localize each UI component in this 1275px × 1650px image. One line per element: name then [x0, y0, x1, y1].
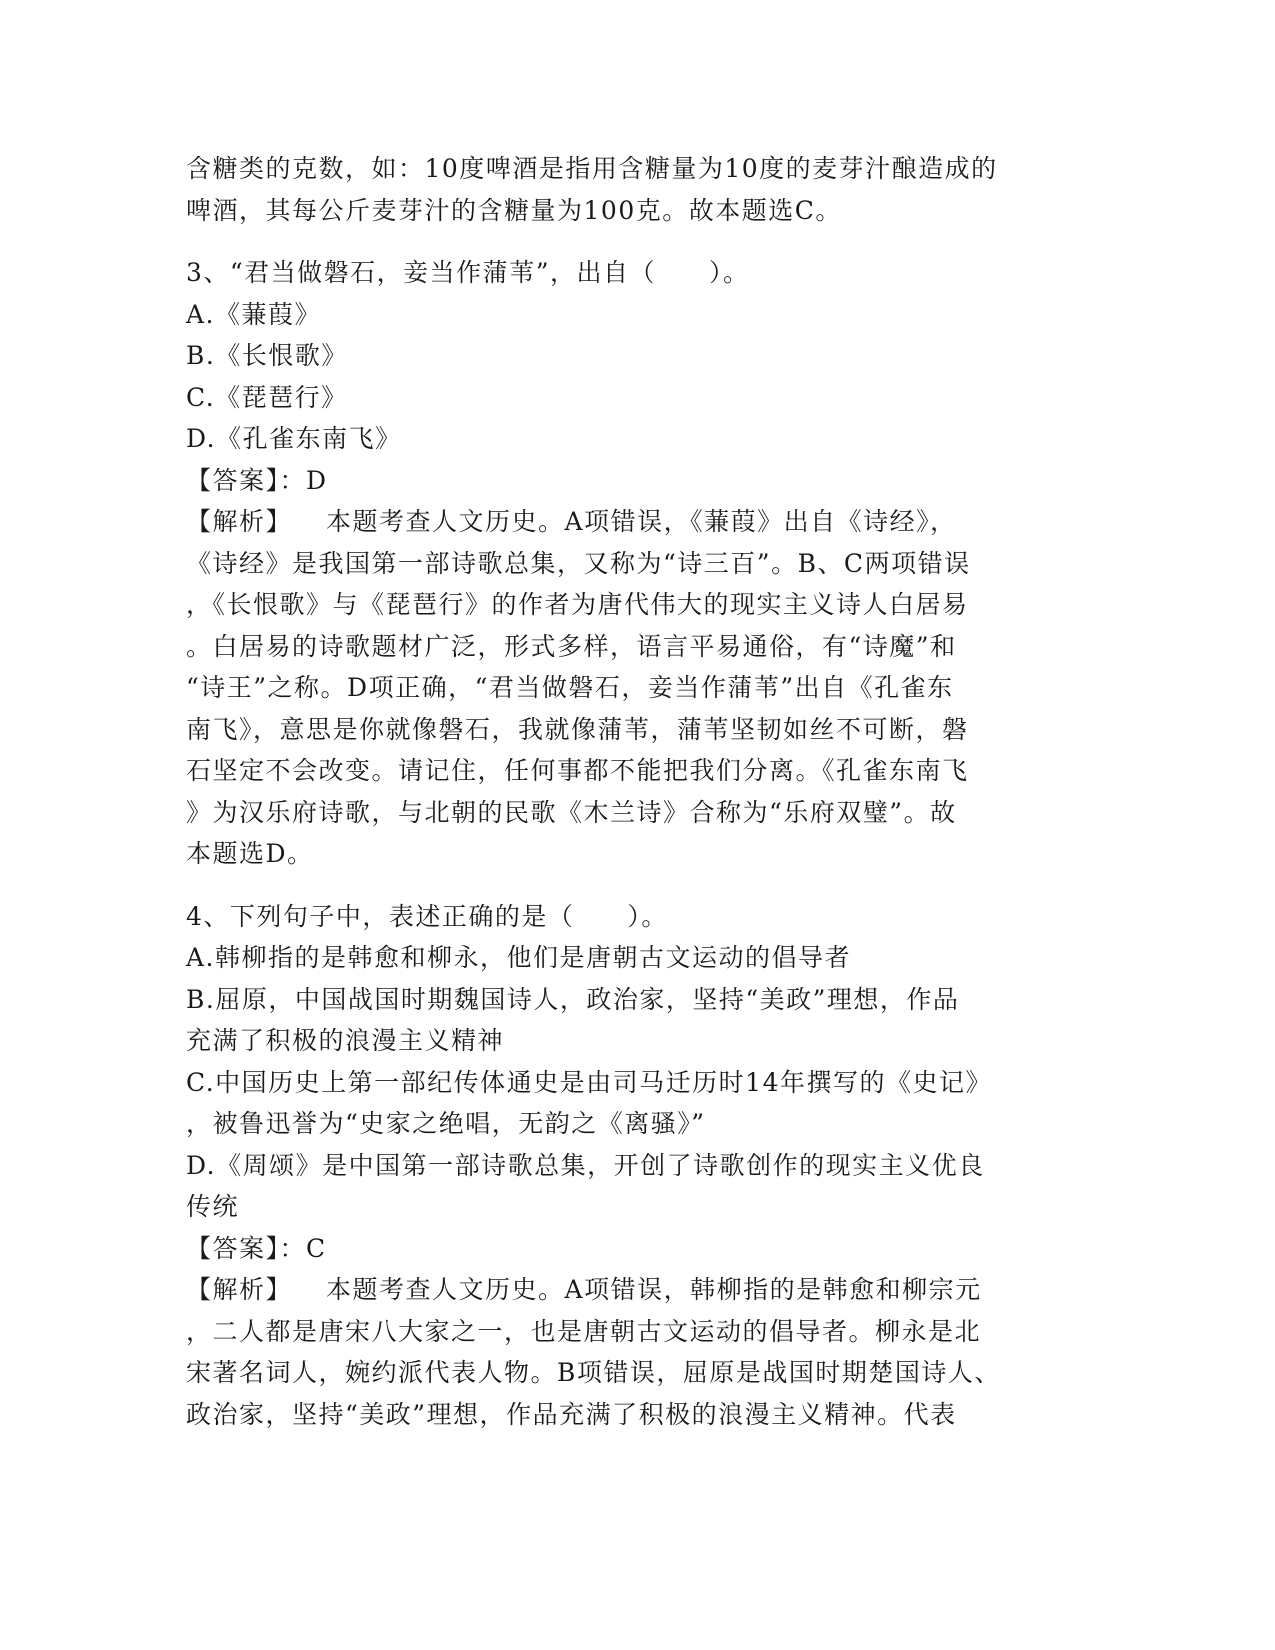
question-3-option-b: B.《长恨歌》	[186, 341, 348, 370]
analysis-line: ，《长恨歌》与《琵琶行》的作者为唐代伟大的现实主义诗人白居易	[186, 590, 969, 619]
paragraph-gap	[186, 231, 1091, 252]
analysis-text: 本题考查人文历史。A项错误，韩柳指的是韩愈和柳宗元	[326, 1275, 982, 1304]
question-4-answer: 【答案】：C	[186, 1233, 327, 1263]
question-3-analysis-first-line	[186, 501, 1091, 543]
analysis-line: 石坚定不会改变。请记住，任何事都不能把我们分离。《孔雀东南飞	[186, 756, 969, 785]
text-line: 含糖类的克数，如：10度啤酒是指用含糖量为10度的麦芽汁酿造成的	[186, 154, 998, 183]
analysis-line: 。白居易的诗歌题材广泛，形式多样，语言平易通俗，有“诗魔”和	[186, 631, 957, 661]
analysis-label: 【解析】	[186, 507, 293, 536]
question-4-option-d: D.《周颂》是中国第一部诗歌总集，开创了诗歌创作的现实主义优良	[186, 1150, 985, 1180]
previous-analysis-continuation	[186, 148, 1091, 231]
question-4-option-d-cont: 传统	[186, 1192, 240, 1221]
paragraph-gap	[186, 875, 1091, 896]
analysis-line: ，二人都是唐宋八大家之一，也是唐朝古文运动的倡导者。柳永是北	[186, 1316, 982, 1346]
question-3-stem: 3、“君当做磐石，妾当作蒲苇”，出自（ ）。	[186, 258, 750, 287]
analysis-line: “诗王”之称。D项正确，“君当做磐石，妾当作蒲苇”出自《孔雀东	[186, 673, 954, 702]
analysis-line: 本题选D。	[186, 839, 314, 868]
analysis-line: 南飞》，意思是你就像磐石，我就像蒲苇，蒲苇坚韧如丝不可断，磐	[186, 714, 969, 744]
analysis-label: 【解析】	[186, 1275, 293, 1304]
analysis-line: 政治家，坚持“美政”理想，作品充满了积极的浪漫主义精神。代表	[186, 1399, 957, 1429]
question-3-option-c: C.《琵琶行》	[186, 382, 348, 412]
question-4-option-c-cont: ，被鲁迅誉为“史家之绝唱，无韵之《离骚》”	[186, 1109, 706, 1138]
analysis-line: 》为汉乐府诗歌，与北朝的民歌《木兰诗》合称为“乐府双璧”。故	[186, 797, 957, 827]
question-4-analysis-first-line	[186, 1269, 1091, 1311]
question-4-stem: 4、下列句子中，表述正确的是（ ）。	[186, 901, 668, 931]
question-3-option-d: D.《孔雀东南飞》	[186, 424, 402, 453]
analysis-text: 本题考查人文历史。A项错误，《蒹葭》出自《诗经》，	[326, 507, 957, 536]
text-line: 啤酒，其每公斤麦芽汁的含糖量为100克。故本题选C。	[186, 195, 842, 225]
question-4-option-b-cont: 充满了积极的浪漫主义精神	[186, 1026, 505, 1055]
question-4-option-a: A.韩柳指的是韩愈和柳永，他们是唐朝古文运动的倡导者	[186, 943, 852, 972]
page-content	[186, 148, 1091, 1435]
question-3-answer: 【答案】：D	[186, 465, 328, 495]
analysis-line: 《诗经》是我国第一部诗歌总集，又称为“诗三百”。B、C两项错误	[186, 548, 971, 578]
analysis-line: 宋著名词人，婉约派代表人物。B项错误，屈原是战国时期楚国诗人、	[186, 1358, 1001, 1387]
question-4-option-b: B.屈原，中国战国时期魏国诗人，政治家，坚持“美政”理想，作品	[186, 984, 960, 1014]
question-3	[186, 252, 1091, 875]
question-4-option-c: C.中国历史上第一部纪传体通史是由司马迁历时14年撰写的《史记》	[186, 1067, 992, 1097]
question-3-option-a: A.《蒹葭》	[186, 299, 322, 329]
question-4	[186, 896, 1091, 1436]
